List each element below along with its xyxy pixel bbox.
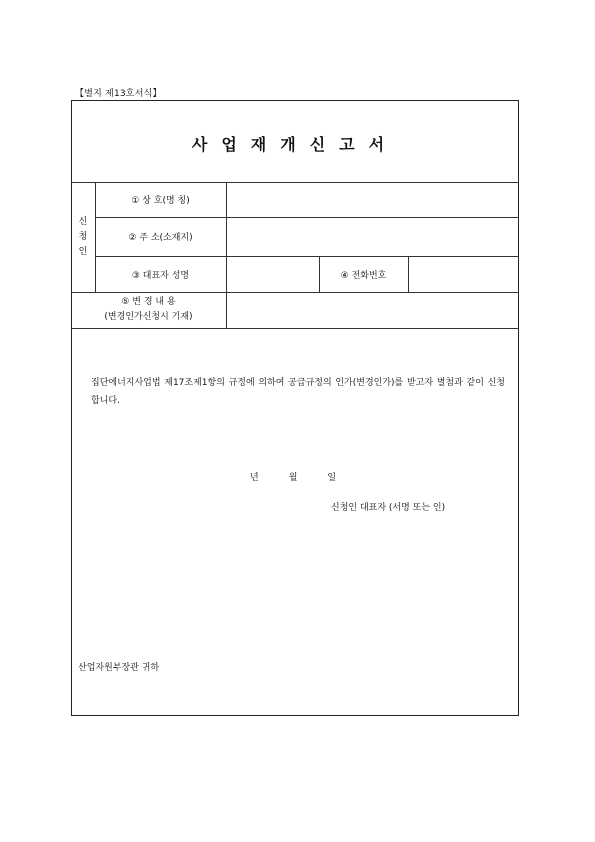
representative-name-label: ③ 대표자 성명	[131, 270, 190, 281]
recipient: 산업자원부장관 귀하	[78, 663, 160, 673]
applicant-group-char: 신	[78, 216, 88, 227]
date-line	[250, 470, 336, 483]
trade-name-field[interactable]	[226, 182, 519, 217]
applicant-group-char: 청	[78, 231, 88, 242]
address-label: ② 주 소(소재지)	[128, 233, 193, 243]
applicant-group-char: 인	[78, 246, 88, 257]
change-content-label	[71, 292, 226, 328]
representative-name-field[interactable]	[226, 256, 319, 292]
form-number-label: 【별지 제13호서식】	[75, 89, 162, 99]
form-title: 사업재개신고서	[191, 135, 399, 154]
change-content-field[interactable]	[226, 292, 519, 328]
phone-field[interactable]	[408, 256, 519, 292]
trade-name-label: ① 상 호(명 칭)	[131, 196, 190, 206]
date-day: 일	[327, 473, 337, 483]
applicant-group-label	[71, 182, 95, 292]
applicant-signature: 신청인 대표자 (서명 또는 인)	[331, 503, 446, 513]
date-month: 월	[288, 473, 298, 483]
change-content-label-line1: ⑤ 변 경 내 용	[121, 297, 176, 307]
application-statement: 집단에너지사업법 제17조제1항의 규정에 의하여 공급규정의 인가(변경인가)를 받고자 별첨과 같이 신청합니다.	[91, 378, 505, 406]
date-year: 년	[250, 473, 259, 483]
address-field[interactable]	[226, 217, 519, 256]
divider	[71, 328, 519, 329]
phone-label: ④ 전화번호	[340, 270, 387, 281]
change-content-label-line2: (변경인가신청시 기재)	[104, 312, 193, 322]
